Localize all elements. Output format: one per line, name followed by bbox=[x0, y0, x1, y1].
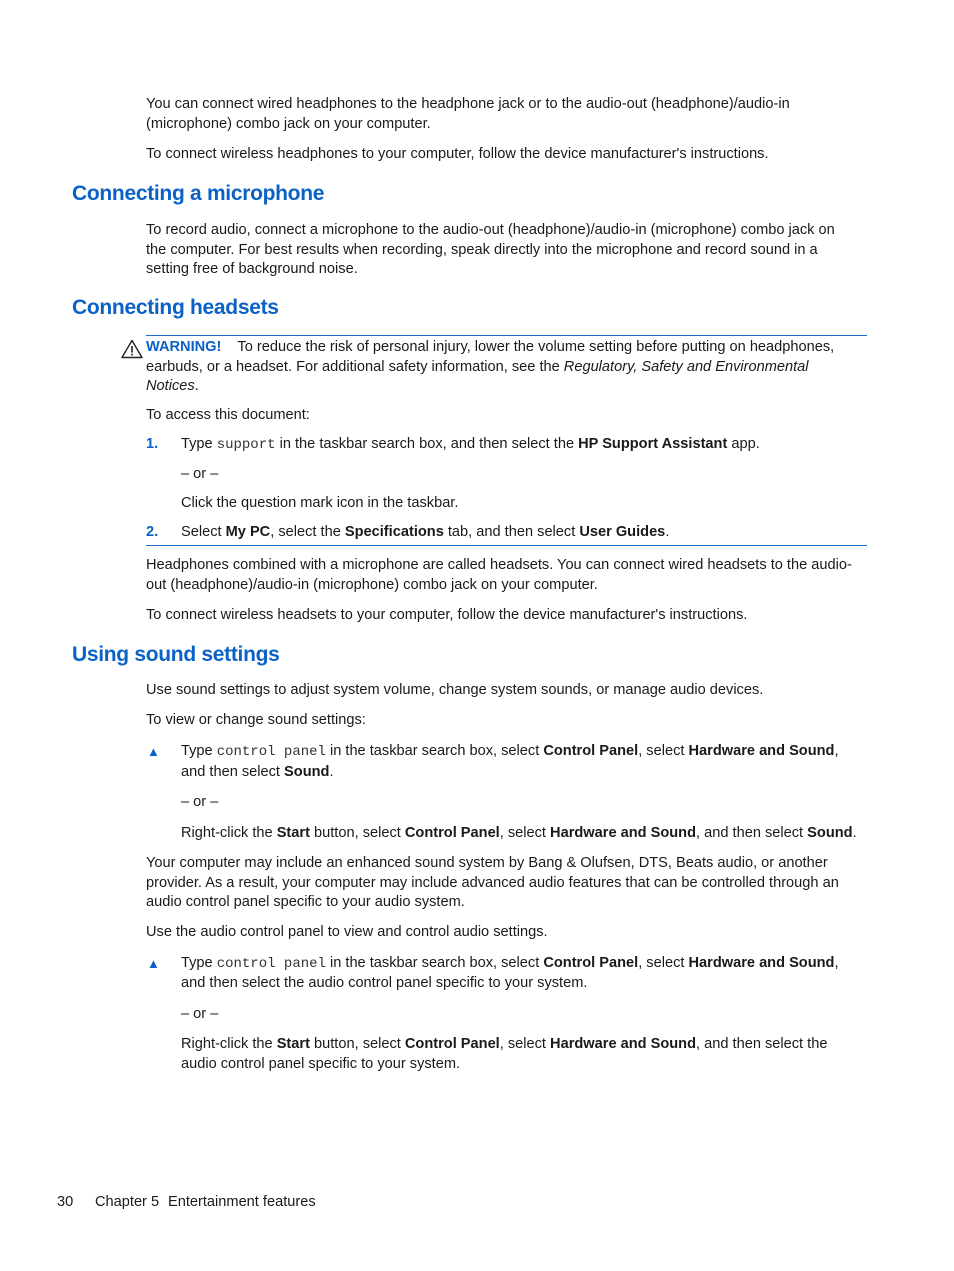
warning-top-rule bbox=[146, 335, 867, 336]
sound-paragraph-2: To view or change sound settings: bbox=[146, 712, 366, 728]
bullet-1-mid: in the taskbar search box, select bbox=[325, 743, 544, 759]
step-2-user-guides: User Guides bbox=[579, 524, 666, 540]
bullet-1-period: . bbox=[329, 764, 334, 780]
sound-bullet-1-line-2 bbox=[181, 763, 334, 783]
headsets-paragraph-1: Headphones combined with a microphone are called headsets. You can connect wired headsets to the audio-out (headphone)/audio-in (microphone) combo jack on your computer. bbox=[146, 557, 852, 593]
bullet-triangle-icon: ▲ bbox=[147, 956, 160, 971]
alt-1-then-select: , and then select bbox=[696, 825, 808, 841]
bullet-2-hardware-sound: Hardware and Sound bbox=[688, 955, 835, 971]
step-2-select: Select bbox=[181, 524, 226, 540]
intro-paragraph-1: You can connect wired headphones to the headphone jack or to the audio-out (headphone)/audio-in (microphone) combo jack on your computer. bbox=[146, 96, 790, 132]
bullet-2-select: , select bbox=[638, 955, 689, 971]
footer-chapter-title: Entertainment features bbox=[168, 1194, 316, 1210]
step-2-end: . bbox=[665, 524, 670, 540]
warning-text: To reduce the risk of personal injury, lower the volume setting before putting on headphones, earbuds, or a headset. For additional safety information, see the bbox=[146, 339, 835, 375]
step-1-number: 1. bbox=[146, 436, 159, 452]
alt-2-right-click: Right-click the bbox=[181, 1036, 277, 1052]
step-2-my-pc: My PC bbox=[225, 524, 271, 540]
alt-2-then-select: , and then select the bbox=[696, 1036, 828, 1052]
sound-paragraph-1: Use sound settings to adjust system volume, change system sounds, or manage audio devices. bbox=[146, 682, 764, 698]
headsets-paragraph-2: To connect wireless headsets to your computer, follow the device manufacturer's instructions. bbox=[146, 607, 748, 623]
footer-page-number: 30 bbox=[57, 1194, 74, 1210]
sound-bullet-2-alternative-line-1 bbox=[181, 1035, 827, 1055]
intro-paragraph-2: To connect wireless headphones to your computer, follow the device manufacturer's instructions. bbox=[146, 146, 769, 162]
step-1-or: – or – bbox=[181, 466, 219, 482]
alt-2-control-panel: Control Panel bbox=[404, 1036, 500, 1052]
sound-bullet-1-line-1 bbox=[181, 742, 839, 763]
step-2-text bbox=[181, 523, 669, 543]
sound-bullet-1-alternative bbox=[181, 824, 857, 844]
alt-1-period: . bbox=[852, 825, 857, 841]
step-2-specifications: Specifications bbox=[344, 524, 444, 540]
heading-connecting-headsets: Connecting headsets bbox=[72, 296, 279, 319]
alt-1-hardware-sound: Hardware and Sound bbox=[550, 825, 697, 841]
access-document-text: To access this document: bbox=[146, 407, 310, 423]
alt-1-start: Start bbox=[276, 825, 310, 841]
sound-bullet-2-alternative-line-2: audio control panel specific to your system. bbox=[181, 1056, 461, 1072]
sound-paragraph-4: Use the audio control panel to view and control audio settings. bbox=[146, 924, 548, 940]
alt-1-right-click: Right-click the bbox=[181, 825, 277, 841]
bullet-1-type: Type bbox=[181, 743, 217, 759]
microphone-paragraph: To record audio, connect a microphone to the audio-out (headphone)/audio-in (microphone) combo jack on the computer. For best results when recording, speak directly into the microphone and record sound in a setting free of background noise. bbox=[146, 222, 835, 277]
alt-2-hardware-sound: Hardware and Sound bbox=[550, 1036, 697, 1052]
footer-chapter: Chapter 5 bbox=[95, 1194, 160, 1210]
step-1-mid: in the taskbar search box, and then select the bbox=[275, 436, 579, 452]
bullet-2-mid: in the taskbar search box, select bbox=[325, 955, 544, 971]
bullet-1-sound: Sound bbox=[284, 764, 330, 780]
alt-2-button-select: button, select bbox=[309, 1036, 405, 1052]
step-1-end: app. bbox=[727, 436, 760, 452]
bullet-2-type: Type bbox=[181, 955, 217, 971]
bullet-1-code: control panel bbox=[216, 744, 326, 760]
alt-2-start: Start bbox=[276, 1036, 310, 1052]
warning-triangle-icon bbox=[121, 339, 143, 359]
alt-1-button-select: button, select bbox=[309, 825, 405, 841]
step-1-app-name: HP Support Assistant bbox=[578, 436, 728, 452]
bullet-1-then-select: and then select bbox=[181, 764, 285, 780]
sound-bullet-1-or: – or – bbox=[181, 794, 219, 810]
sound-bullet-2-or: – or – bbox=[181, 1006, 219, 1022]
sound-bullet-2-line-1 bbox=[181, 954, 839, 975]
step-2-mid2: tab, and then select bbox=[443, 524, 580, 540]
warning-block bbox=[146, 338, 858, 397]
step-2-mid: , select the bbox=[270, 524, 345, 540]
warning-document-title: Regulatory, Safety and Environmental Notices bbox=[146, 358, 809, 394]
bullet-2-code: control panel bbox=[216, 956, 326, 972]
sound-bullet-2-line-2: and then select the audio control panel specific to your system. bbox=[181, 975, 588, 991]
warning-period: . bbox=[194, 378, 199, 394]
step-1-type: Type bbox=[181, 436, 217, 452]
bullet-1-select: , select bbox=[638, 743, 689, 759]
step-1-text bbox=[181, 435, 760, 456]
step-2-number: 2. bbox=[146, 524, 159, 540]
bullet-2-control-panel: Control Panel bbox=[543, 955, 639, 971]
step-1-code: support bbox=[216, 437, 276, 453]
alt-1-sound: Sound bbox=[807, 825, 853, 841]
bullet-1-comma: , bbox=[834, 743, 839, 759]
warning-label: WARNING! bbox=[146, 339, 222, 355]
heading-using-sound-settings: Using sound settings bbox=[72, 643, 280, 666]
bullet-2-comma: , bbox=[834, 955, 839, 971]
sound-paragraph-3: Your computer may include an enhanced sound system by Bang & Olufsen, DTS, Beats audio, or another provider. As a result, your computer may include advanced audio features that can be controlled through an audio control panel specific to your audio system. bbox=[146, 855, 839, 910]
alt-2-select: , select bbox=[499, 1036, 551, 1052]
step-1-alternative: Click the question mark icon in the taskbar. bbox=[181, 495, 459, 511]
alt-1-select: , select bbox=[499, 825, 551, 841]
bullet-1-control-panel: Control Panel bbox=[543, 743, 639, 759]
warning-bottom-rule bbox=[146, 545, 867, 546]
bullet-triangle-icon: ▲ bbox=[147, 744, 160, 759]
heading-connecting-microphone: Connecting a microphone bbox=[72, 182, 325, 205]
bullet-1-hardware-sound: Hardware and Sound bbox=[688, 743, 835, 759]
alt-1-control-panel: Control Panel bbox=[404, 825, 500, 841]
